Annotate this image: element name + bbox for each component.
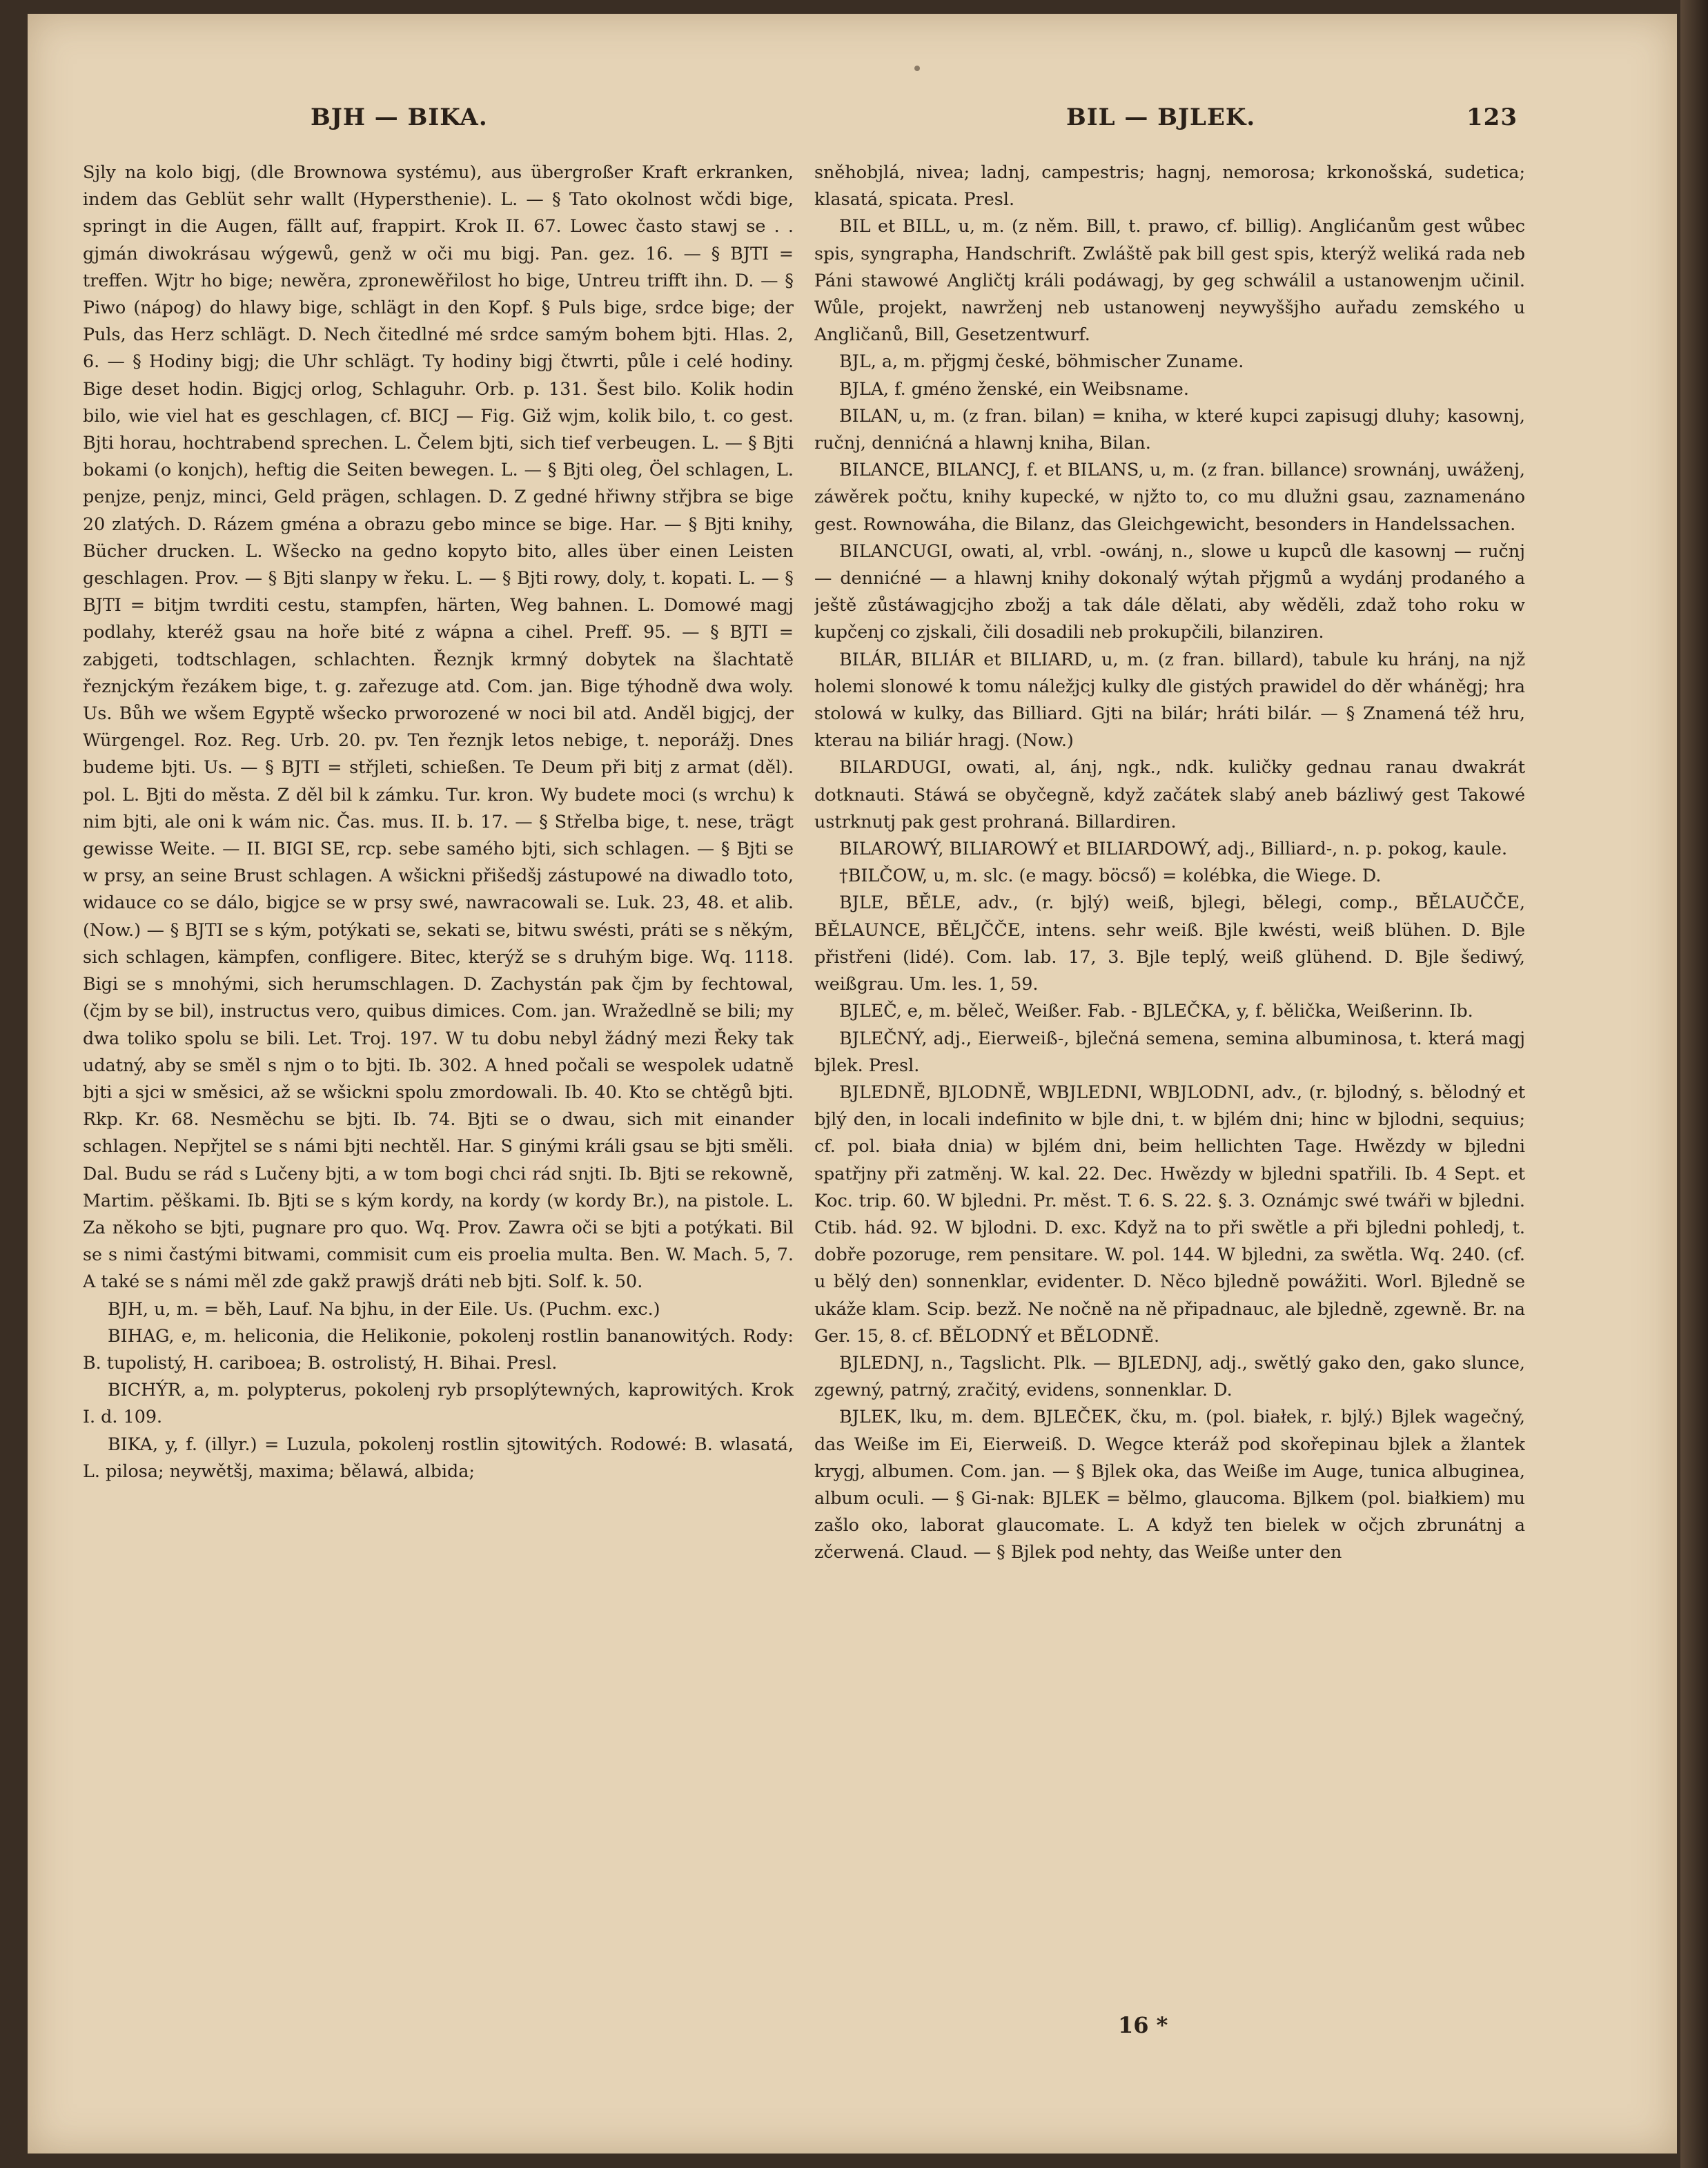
- entry-bika-continuation: sněhobjlá, nivea; ladnj, campestris; hagnj, nemorosa; krkonošská, sudetica; klasatá, spicata. Presl.: [814, 162, 1525, 210]
- page-edge-shadow: [1680, 0, 1708, 2168]
- entry-bika: BIKA, y, f. (illyr.) = Luzula, pokolenj rostlin sjtowitých. Rodowé: B. wlasatá, L. pilosa; neywětšj, maxima; bělawá, albida;: [83, 1433, 794, 1481]
- entry-bilarowy: BILAROWÝ, BILIAROWÝ et BILIARDOWÝ, adj., Billiard-, n. p. pokog, kaule.: [839, 838, 1508, 859]
- entry-bilance: BILANCE, BILANCJ, f. et BILANS, u, m. (z fran. billance) srownánj, uwáženj, záwěrek počtu, knihy kupecké, w njžto to, co mu dlužni gsau, zaznamenáno gest. Rownowáha, die Bilanz, das Gleichgewicht, besonders in Handelssachen.: [814, 459, 1525, 534]
- entry-bjlec: BJLEČ, e, m. běleč, Weißer. Fab. - BJLEČKA, y, f. bělička, Weißerinn. Ib.: [839, 1000, 1473, 1022]
- page-number: 123: [1466, 104, 1518, 131]
- entry-bjti-continuation: Sjly na kolo bigj, (dle Brownowa systému), aus übergroßer Kraft erkranken, indem das Geblüt sehr wallt (Hypersthenie). L. — § Tato okolnost wčdi bige, springt in die Augen, fällt auf, frappirt. Krok II. 67. Lowec často stawj se . . gjmán diwokrásau wýgewů, genž w oči mu bigj. Pan. gez. 16. — § BJTI = treffen. Wjtr ho bige; newěra, zpronewěřilost ho bige, Untreu trifft ihn. D. — § Piwo (nápog) do hlawy bige, schlägt in den Kopf. § Puls bige, srdce bige; der Puls, das Herz schlägt. D. Nech čitedlné mé srdce samým bohem bjti. Hlas. 2, 6. — § Hodiny bigj; die Uhr schlägt. Ty hodiny bigj čtwrti, půle i celé hodiny. Bige deset hodin. Bigjcj orlog, Schlaguhr. Orb. p. 131. Šest bilo. Kolik hodin bilo, wie viel hat es geschlagen, cf. BICJ — Fig. Giž wjm, kolik bilo, t. co gest. Bjti horau, hochtrabend sprechen. L. Čelem bjti, sich tief verbeugen. L. — § Bjti bokami (o konjch), heftig die Seiten bewegen. L. — § Bjti oleg, Öel schlagen, L. penjze, penjz, minci, Geld prägen, schlagen. D. Z gedné hřiwny střjbra se bige 20 zlatých. D. Rázem gména a obrazu gebo mince se bige. Har. — § Bjti knihy, Bücher drucken. L. Wšecko na gedno kopyto bito, alles über einen Leisten geschlagen. Prov. — § Bjti slanpy w řeku. L. — § Bjti rowy, doly, t. kopati. L. — § BJTI = bitjm twrditi cestu, stampfen, härten, Weg bahnen. L. Domowé magj podlahy, kteréž gsau na hoře bité z wápna a cihel. Preff. 95. — § BJTI = zabjgeti, todtschlagen, schlachten. Řeznjk krmný dobytek na šlachtatě řeznjckým řezákem bige, t. g. zařezuge atd. Com. jan. Bige týhodně dwa woly. Us. Bůh we wšem Egyptě wšecko prworozené w noci bil atd. Anděl bigjcj, der Würgengel. Roz. Reg. Urb. 20. pv. Ten řeznjk letos nebige, t. neporážj. Dnes budeme bjti. Us. — § BJTI = střjleti, schießen. Te Deum při bitj z armat (děl). pol. L. Bjti do města. Z děl bil k zámku. Tur. kron. Wy budete moci (s wrchu) k nim bjti, ale oni k wám nic. Čas. mus. II. b. 17. — § Střelba bige, t. nese, trägt gewisse Weite. — II. BIGI SE, rcp. sebe samého bjti, sich schlagen. — § Bjti se w prsy, an seine Brust schlagen. A wšickni přišedšj zástupowé na diwadlo toto, widauce co se dálo, bigjce se w prsy swé, nawracowali se. Luk. 23, 48. et alib. (Now.) — § BJTI se s kým, potýkati se, sekati se, bitwu swésti, práti se s někým, sich schlagen, kämpfen, confligere. Bitec, kterýž se s druhým bige. Wq. 1118. Bigi se s mnohými, sich herumschlagen. D. Zachystán pak čjm by fechtowal, (čjm by se bil), instructus vero, quibus dimices. Com. jan. Wražedlně se bili; my dwa toliko spolu se bili. Let. Troj. 197. W tu dobu nebyl žádný mezi Řeky tak udatný, aby se směl s njm o to bjti. Ib. 302. A hned počali se wespolek udatně bjti a sjci w směsici, až se wšickni spolu zmordowali. Ib. 40. Kto se chtěgů bjti. Rkp. Kr. 68. Nesměchu se bjti. Ib. 74. Bjti se o dwau, sich mit einander schlagen. Nepřjtel se s námi bjti nechtěl. Har. S ginými králi gsau se bjti směli. Dal. Budu se rád s Lučeny bjti, a w tom bogi chci rád snjti. Ib. Bjti se rekowně, Martim. pěškami. Ib. Bjti se s kým kordy, na kordy (w kordy Br.), na pistole. L. Za někoho se bjti, pugnare pro quo. Wq. Prov. Zawra oči se bjti a potýkati. Bil se s nimi častými bitwami, commisit cum eis proelia multa. Ben. W. Mach. 5, 7. A také se s námi měl zde gakž prawjš dráti neb bjti. Solf. k. 50.: [83, 162, 794, 1292]
- entry-bjla: BJLA, f. gméno ženské, ein Weibsname.: [839, 378, 1189, 399]
- entry-bjl: BJL, a, m. přjgmj české, böhmischer Zuname.: [839, 351, 1244, 372]
- paper-speck: [914, 66, 920, 71]
- left-column: [83, 159, 794, 2022]
- entry-bilan: BILAN, u, m. (z fran. bilan) = kniha, w které kupci zapisugj dluhy; kasownj, ručnj, dennićná a hlawnj kniha, Bilan.: [814, 404, 1525, 453]
- entry-bjlecny: BJLEČNÝ, adj., Eierweiß-, bjlečná semena, semina albuminosa, t. která magj bjlek. Presl.: [814, 1027, 1525, 1075]
- entry-bjledne: BJLEDNĚ, BJLODNĚ, WBJLEDNI, WBJLODNI, adv., (r. bjlodný, s. bělodný et bjlý den, in locali indefinito w bjle dni, t. w bjlém dni; hinc w bjlodni, sequius; cf. pol. biała dnia) w bjlém dni, beim hellichten Tage. Hwězdy w bjledni spatřjny při zatměnj. W. kal. 22. Dec. Hwězdy w bjledni spatřili. Ib. 4 Sept. et Koc. trip. 60. W bjledni. Pr. měst. T. 6. S. 22. §. 3. Oznámjc swé twáři w bjledni. Ctib. hád. 92. W bjlodni. D. exc. Když na to při swětle a při bjledni pohledj, t. dobře pozoruge, rem pensitare. W. pol. 144. W bjledni, za swětla. Wq. 240. (cf. u bělý den) sonnenklar, evidenter. D. Něco bjledně powážiti. Worl. Bjledně se ukáže klam. Scip. bezž. Ne nočně na ně připadnauc, ale bjledně, zgewně. Br. na Ger. 15, 8. cf. BĚLODNÝ et BĚLODNĚ.: [814, 1081, 1525, 1346]
- entry-bihag: BIHAG, e, m. heliconia, die Helikonie, pokolenj rostlin bananowitých. Rody: B. tupolistý, H. cariboea; B. ostrolistý, H. Bihai. Presl.: [83, 1325, 794, 1373]
- entry-bjh: BJH, u, m. = běh, Lauf. Na bjhu, in der Eile. Us. (Puchm. exc.): [108, 1298, 660, 1319]
- entry-bilancugi: BILANCUGI, owati, al, vrbl. -owánj, n., slowe u kupců dle kasownj — ručnj — dennićné — a hlawnj knihy dokonalý wýtah přjgmů a wydánj prodaného a ještě zůstáwagjcjho zbožj a tak dále dělati, aby wěděli, zdaž toho roku w kupčenj co zjskali, čili dosadili neb prokupčili, bilanziren.: [814, 540, 1525, 643]
- right-column: [814, 159, 1525, 2022]
- entry-bilardugi: BILARDUGI, owati, al, ánj, ngk., ndk. kuličky gednau ranau dwakrát dotknauti. Stáwá se obyčegně, když začátek slabý aneb bázliwý gest Takowé ustrknutj pak gest prohraná. Billardiren.: [814, 756, 1525, 832]
- running-head-right: BIL — BJLEK.: [1066, 104, 1256, 131]
- entry-bjlednj: BJLEDNJ, n., Tagslicht. Plk. — BJLEDNJ, adj., swětlý gako den, gako slunce, zgewný, patrný, zračitý, evidens, sonnenklar. D.: [814, 1351, 1525, 1400]
- signature-mark: 16 *: [1118, 2012, 1168, 2038]
- entry-bjle: BJLE, BĚLE, adv., (r. bjlý) weiß, bjlegi, bělegi, comp., BĚLAUČČE, BĚLAUNCE, BĚLJČČE, intens. sehr weiß. Bjle kwésti, weiß blühen. D. Bjle přistřeni (lidé). Com. lab. 17, 3. Bjle teplý, weiß glühend. D. Bjle šediwý, weißgrau. Um. les. 1, 59.: [814, 892, 1525, 995]
- entry-bjlek: BJLEK, lku, m. dem. BJLEČEK, čku, m. (pol. białek, r. bjlý.) Bjlek wagečný, das Weiße im Ei, Eierweiß. D. Wegce kteráž pod skořepinau bjlek a žlantek krygj, albumen. Com. jan. — § Bjlek oka, das Weiße im Auge, tunica albuginea, album oculi. — § Gi-nak: BJLEK = bělmo, glaucoma. Bjlkem (pol. białkiem) mu zašlo oko, laborat glaucomate. L. A když ten bielek w očjch zbrunátnj a zčerwená. Claud. — § Bjlek pod nehty, das Weiße unter den: [814, 1406, 1525, 1563]
- running-head-left: BJH — BIKA.: [311, 104, 488, 131]
- entry-bilcow: †BILČOW, u, m. slc. (e magy. böcső) = kolébka, die Wiege. D.: [839, 865, 1382, 886]
- entry-bil: BIL et BILL, u, m. (z něm. Bill, t. prawo, cf. billig). Anglićanům gest wůbec spis, syngrapha, Handschrift. Zwláště pak bill gest spis, kterýž weliká rada neb Páni stawowé Angličtj králi podáwagj, by geg schwálil a ustanowenjm učinil. Wůle, projekt, nawrženj neb ustanowenj neywyššjho auřadu zemského u Angličanů, Bill, Gesetzentwurf.: [814, 215, 1525, 345]
- entry-bilar: BILÁR, BILIÁR et BILIARD, u, m. (z fran. billard), tabule ku hránj, na njž holemi slonowé k tomu náležjcj kulky dle gistých prawidel do děr wháněgj; hra stolowá w kulky, das Billiard. Gjti na bilár; hráti bilár. — § Znamená též hru, kterau na biliár hragj. (Now.): [814, 648, 1525, 751]
- entry-bichyr: BICHÝR, a, m. polypterus, pokolenj ryb prsoplýtewných, kaprowitých. Krok I. d. 109.: [83, 1379, 794, 1427]
